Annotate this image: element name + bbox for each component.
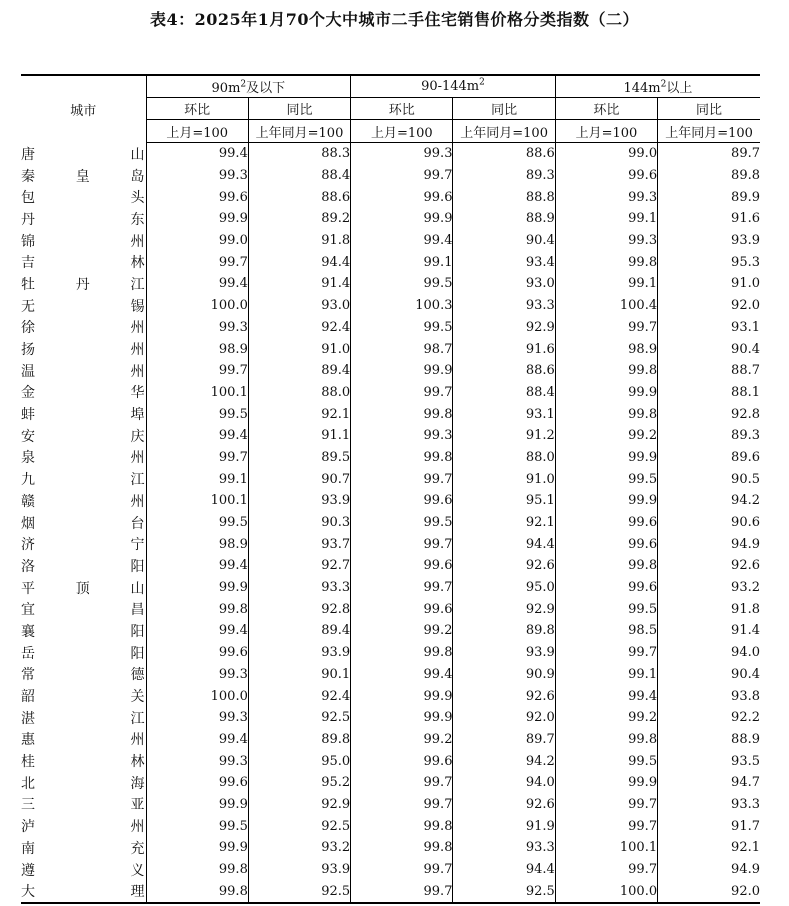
city-name: 秦皇岛: [21, 168, 146, 185]
index-value: 89.8: [658, 165, 760, 187]
index-value: 91.6: [658, 208, 760, 230]
index-value: 99.8: [146, 859, 248, 881]
index-value: 88.4: [453, 382, 555, 404]
index-value: 100.1: [146, 490, 248, 512]
city-name: 牡丹江: [21, 276, 146, 293]
index-value: 95.3: [658, 251, 760, 273]
table-row: [21, 143, 760, 165]
index-value: 100.3: [351, 295, 453, 317]
index-value: 88.0: [248, 382, 350, 404]
index-value: 92.6: [453, 794, 555, 816]
mom-base-header: 上月=100: [351, 120, 453, 143]
index-value: 99.3: [146, 750, 248, 772]
city-name: 平顶山: [21, 580, 146, 597]
index-value: 99.4: [146, 143, 248, 165]
index-value: 93.9: [248, 642, 350, 664]
index-value: 99.5: [351, 512, 453, 534]
table-row: [21, 186, 760, 208]
index-value: 99.8: [555, 403, 657, 425]
city-name: 常德: [21, 667, 146, 684]
index-value: 99.7: [146, 447, 248, 469]
index-value: 93.3: [453, 295, 555, 317]
city-name: 三亚: [21, 797, 146, 814]
city-name: 锦州: [21, 233, 146, 250]
table-row: [21, 360, 760, 382]
mom-base-header: 上月=100: [146, 120, 248, 143]
mom-header: 环比: [146, 98, 248, 120]
index-value: 99.6: [146, 642, 248, 664]
index-value: 88.0: [453, 447, 555, 469]
city-name: 洛阳: [21, 558, 146, 575]
index-value: 88.8: [453, 186, 555, 208]
index-value: 95.2: [248, 772, 350, 794]
index-value: 95.0: [453, 577, 555, 599]
index-value: 93.3: [453, 837, 555, 859]
index-value: 99.5: [146, 512, 248, 534]
index-value: 91.1: [248, 425, 350, 447]
index-value: 88.3: [248, 143, 350, 165]
city-name: 惠州: [21, 732, 146, 749]
city-name: 泸州: [21, 819, 146, 836]
index-value: 93.3: [248, 577, 350, 599]
city-column-header: 城市: [21, 75, 146, 143]
table-row: [21, 273, 760, 295]
table-row: [21, 685, 760, 707]
index-value: 99.2: [351, 729, 453, 751]
index-value: 89.4: [248, 360, 350, 382]
city-name: 赣州: [21, 493, 146, 510]
index-value: 99.4: [146, 729, 248, 751]
index-value: 99.7: [555, 859, 657, 881]
index-value: 99.7: [555, 317, 657, 339]
city-name: 包头: [21, 190, 146, 207]
index-value: 92.4: [248, 317, 350, 339]
index-value: 99.9: [555, 490, 657, 512]
index-value: 93.2: [658, 577, 760, 599]
index-value: 99.8: [351, 815, 453, 837]
index-value: 93.2: [248, 837, 350, 859]
index-value: 88.6: [453, 143, 555, 165]
index-value: 99.7: [351, 533, 453, 555]
group-header-small: $90m^2$及以下: [146, 75, 351, 98]
index-value: 94.9: [658, 533, 760, 555]
index-value: 99.9: [146, 837, 248, 859]
table-row: [21, 425, 760, 447]
index-value: 93.3: [658, 794, 760, 816]
table-row: [21, 880, 760, 903]
index-value: 99.1: [555, 273, 657, 295]
index-value: 88.9: [658, 729, 760, 751]
index-value: 99.9: [351, 707, 453, 729]
index-value: 92.5: [453, 880, 555, 903]
index-value: 99.5: [555, 468, 657, 490]
index-value: 92.6: [658, 555, 760, 577]
index-value: 94.0: [658, 642, 760, 664]
city-name: 北海: [21, 775, 146, 792]
index-value: 94.4: [248, 251, 350, 273]
index-value: 99.7: [351, 468, 453, 490]
mom-header: 环比: [351, 98, 453, 120]
index-value: 89.7: [658, 143, 760, 165]
table-row: [21, 165, 760, 187]
yoy-base-header: 上年同月=100: [658, 120, 760, 143]
index-value: 91.0: [248, 338, 350, 360]
index-value: 99.8: [555, 729, 657, 751]
city-name: 扬州: [21, 342, 146, 359]
index-value: 93.8: [658, 685, 760, 707]
index-value: 94.9: [658, 859, 760, 881]
index-value: 98.7: [351, 338, 453, 360]
index-value: 93.1: [658, 317, 760, 339]
index-value: 99.9: [146, 577, 248, 599]
table-row: [21, 598, 760, 620]
city-name: 桂林: [21, 754, 146, 771]
city-name: 九江: [21, 472, 146, 489]
index-value: 99.8: [351, 642, 453, 664]
index-value: 94.0: [453, 772, 555, 794]
table-row: [21, 750, 760, 772]
index-value: 93.9: [658, 230, 760, 252]
index-value: 92.0: [658, 880, 760, 903]
index-value: 92.5: [248, 707, 350, 729]
index-value: 91.2: [453, 425, 555, 447]
price-index-table: [21, 74, 760, 904]
yoy-header: 同比: [248, 98, 350, 120]
index-value: 99.4: [555, 685, 657, 707]
index-value: 100.0: [146, 295, 248, 317]
index-value: 92.5: [248, 880, 350, 903]
index-value: 99.1: [555, 664, 657, 686]
index-value: 99.8: [555, 251, 657, 273]
table-row: [21, 772, 760, 794]
index-value: 99.1: [555, 208, 657, 230]
table-row: [21, 664, 760, 686]
index-value: 90.5: [658, 468, 760, 490]
index-value: 92.9: [248, 794, 350, 816]
index-value: 99.4: [351, 230, 453, 252]
index-value: 99.3: [555, 186, 657, 208]
index-value: 99.3: [351, 143, 453, 165]
table-row: [21, 815, 760, 837]
index-value: 99.9: [146, 794, 248, 816]
index-value: 92.6: [453, 685, 555, 707]
index-value: 99.9: [351, 208, 453, 230]
index-value: 90.4: [658, 664, 760, 686]
city-name: 湛江: [21, 710, 146, 727]
index-value: 93.9: [453, 642, 555, 664]
index-value: 100.4: [555, 295, 657, 317]
index-value: 91.8: [248, 230, 350, 252]
index-value: 94.2: [658, 490, 760, 512]
index-value: 99.3: [146, 317, 248, 339]
index-value: 99.7: [351, 165, 453, 187]
index-value: 99.7: [351, 382, 453, 404]
index-value: 92.2: [658, 707, 760, 729]
index-value: 99.6: [351, 490, 453, 512]
index-value: 99.3: [146, 165, 248, 187]
index-value: 99.8: [146, 598, 248, 620]
index-value: 99.6: [555, 165, 657, 187]
index-value: 89.8: [248, 729, 350, 751]
index-value: 93.0: [453, 273, 555, 295]
index-value: 89.3: [658, 425, 760, 447]
table-row: [21, 490, 760, 512]
city-name: 遵义: [21, 862, 146, 879]
yoy-header: 同比: [453, 98, 555, 120]
index-value: 92.1: [453, 512, 555, 534]
index-value: 92.1: [658, 837, 760, 859]
index-value: 99.9: [555, 447, 657, 469]
table-row: [21, 707, 760, 729]
index-value: 89.2: [248, 208, 350, 230]
index-value: 95.0: [248, 750, 350, 772]
yoy-base-header: 上年同月=100: [248, 120, 350, 143]
index-value: 99.2: [351, 620, 453, 642]
city-name: 金华: [21, 385, 146, 402]
table-row: [21, 837, 760, 859]
index-value: 99.7: [555, 815, 657, 837]
index-value: 98.9: [555, 338, 657, 360]
index-value: 99.7: [146, 360, 248, 382]
table-row: [21, 729, 760, 751]
index-value: 90.3: [248, 512, 350, 534]
index-value: 99.5: [351, 317, 453, 339]
index-value: 91.4: [658, 620, 760, 642]
city-name: 岳阳: [21, 645, 146, 662]
index-value: 90.4: [658, 338, 760, 360]
index-value: 99.5: [146, 403, 248, 425]
city-name: 唐山: [21, 146, 146, 163]
index-value: 92.6: [453, 555, 555, 577]
table-row: [21, 620, 760, 642]
index-value: 93.1: [453, 403, 555, 425]
table-row: [21, 512, 760, 534]
index-value: 99.1: [146, 468, 248, 490]
index-value: 91.6: [453, 338, 555, 360]
index-value: 89.8: [453, 620, 555, 642]
table-row: [21, 555, 760, 577]
index-value: 92.5: [248, 815, 350, 837]
index-value: 92.0: [453, 707, 555, 729]
city-name: 烟台: [21, 515, 146, 532]
index-value: 99.9: [146, 208, 248, 230]
index-value: 99.4: [146, 555, 248, 577]
index-value: 100.0: [146, 685, 248, 707]
index-value: 94.2: [453, 750, 555, 772]
index-value: 90.4: [453, 230, 555, 252]
table-row: [21, 382, 760, 404]
index-value: 99.2: [555, 425, 657, 447]
yoy-header: 同比: [658, 98, 760, 120]
group-header-medium: $90-144m^2$: [351, 75, 556, 98]
index-value: 100.0: [555, 880, 657, 903]
index-value: 99.6: [146, 772, 248, 794]
index-value: 99.9: [351, 685, 453, 707]
city-name: 蚌埠: [21, 407, 146, 424]
index-value: 89.9: [658, 186, 760, 208]
index-value: 94.4: [453, 533, 555, 555]
index-value: 88.6: [248, 186, 350, 208]
city-name: 吉林: [21, 255, 146, 272]
city-name: 韶关: [21, 689, 146, 706]
index-value: 93.9: [248, 859, 350, 881]
index-value: 99.6: [555, 512, 657, 534]
index-value: 90.1: [248, 664, 350, 686]
index-value: 92.8: [248, 598, 350, 620]
table-body: [21, 143, 760, 904]
table-row: [21, 208, 760, 230]
city-name: 襄阳: [21, 623, 146, 640]
index-value: 99.8: [555, 360, 657, 382]
index-value: 99.7: [351, 577, 453, 599]
index-value: 99.6: [351, 598, 453, 620]
index-value: 91.7: [658, 815, 760, 837]
index-value: 88.4: [248, 165, 350, 187]
index-value: 100.1: [146, 382, 248, 404]
mom-header: 环比: [555, 98, 657, 120]
index-value: 99.3: [555, 230, 657, 252]
table-row: [21, 230, 760, 252]
index-value: 89.5: [248, 447, 350, 469]
index-value: 99.7: [555, 642, 657, 664]
index-value: 94.4: [453, 859, 555, 881]
table-row: [21, 794, 760, 816]
index-value: 99.0: [555, 143, 657, 165]
index-value: 99.4: [351, 664, 453, 686]
index-value: 94.7: [658, 772, 760, 794]
city-name: 无锡: [21, 298, 146, 315]
table-row: [21, 403, 760, 425]
index-value: 93.5: [658, 750, 760, 772]
table-row: [21, 468, 760, 490]
index-value: 99.7: [351, 794, 453, 816]
index-value: 99.5: [351, 273, 453, 295]
index-value: 99.6: [555, 533, 657, 555]
index-value: 93.9: [248, 490, 350, 512]
index-value: 99.6: [555, 577, 657, 599]
index-value: 92.9: [453, 317, 555, 339]
index-value: 99.6: [351, 555, 453, 577]
index-value: 93.4: [453, 251, 555, 273]
index-value: 98.5: [555, 620, 657, 642]
index-value: 91.0: [658, 273, 760, 295]
index-value: 99.5: [555, 598, 657, 620]
mom-base-header: 上月=100: [555, 120, 657, 143]
index-value: 99.0: [146, 230, 248, 252]
index-value: 91.8: [658, 598, 760, 620]
index-value: 99.1: [351, 251, 453, 273]
index-value: 98.9: [146, 533, 248, 555]
table-row: [21, 533, 760, 555]
table-row: [21, 251, 760, 273]
index-value: 95.1: [453, 490, 555, 512]
index-value: 89.3: [453, 165, 555, 187]
index-value: 99.9: [555, 382, 657, 404]
city-name: 温州: [21, 363, 146, 380]
city-name: 南充: [21, 840, 146, 857]
index-value: 92.1: [248, 403, 350, 425]
index-value: 91.0: [453, 468, 555, 490]
table-row: [21, 295, 760, 317]
index-value: 99.6: [146, 186, 248, 208]
index-value: 99.7: [351, 880, 453, 903]
city-name: 泉州: [21, 450, 146, 467]
index-value: 88.6: [453, 360, 555, 382]
index-value: 99.3: [146, 664, 248, 686]
index-value: 88.1: [658, 382, 760, 404]
index-value: 99.7: [555, 794, 657, 816]
table-row: [21, 338, 760, 360]
city-name: 大理: [21, 880, 146, 903]
index-value: 99.8: [351, 447, 453, 469]
index-value: 99.7: [351, 859, 453, 881]
index-value: 91.9: [453, 815, 555, 837]
city-name: 安庆: [21, 428, 146, 445]
index-value: 88.7: [658, 360, 760, 382]
table-row: [21, 577, 760, 599]
index-value: 99.9: [351, 360, 453, 382]
index-value: 99.8: [555, 555, 657, 577]
index-value: 99.8: [351, 403, 453, 425]
city-name: 宜昌: [21, 602, 146, 619]
index-value: 92.0: [658, 295, 760, 317]
index-value: 92.7: [248, 555, 350, 577]
index-value: 99.4: [146, 620, 248, 642]
index-value: 92.9: [453, 598, 555, 620]
index-value: 88.9: [453, 208, 555, 230]
index-value: 99.7: [146, 251, 248, 273]
index-value: 89.4: [248, 620, 350, 642]
city-name: 济宁: [21, 537, 146, 554]
index-value: 99.4: [146, 273, 248, 295]
index-value: 100.1: [555, 837, 657, 859]
index-value: 99.6: [351, 750, 453, 772]
index-value: 99.5: [146, 815, 248, 837]
table-row: [21, 642, 760, 664]
index-value: 93.0: [248, 295, 350, 317]
group-header-large: $144m^2$以上: [555, 75, 760, 98]
index-value: 98.9: [146, 338, 248, 360]
city-name: 丹东: [21, 211, 146, 228]
index-value: 99.5: [555, 750, 657, 772]
index-value: 90.9: [453, 664, 555, 686]
index-value: 91.4: [248, 273, 350, 295]
city-name: 徐州: [21, 320, 146, 337]
table-title: 表4：2025年1月70个大中城市二手住宅销售价格分类指数（二）: [149, 10, 640, 29]
table-row: [21, 447, 760, 469]
yoy-base-header: 上年同月=100: [453, 120, 555, 143]
index-value: 99.7: [351, 772, 453, 794]
index-value: 99.8: [351, 837, 453, 859]
index-value: 93.7: [248, 533, 350, 555]
index-value: 99.6: [351, 186, 453, 208]
index-value: 99.3: [351, 425, 453, 447]
index-value: 90.6: [658, 512, 760, 534]
index-value: 99.9: [555, 772, 657, 794]
index-value: 99.4: [146, 425, 248, 447]
index-value: 99.3: [146, 707, 248, 729]
table-row: [21, 859, 760, 881]
index-value: 99.8: [146, 880, 248, 903]
index-value: 89.7: [453, 729, 555, 751]
table-row: [21, 317, 760, 339]
index-value: 99.2: [555, 707, 657, 729]
index-value: 92.4: [248, 685, 350, 707]
index-value: 92.8: [658, 403, 760, 425]
index-value: 90.7: [248, 468, 350, 490]
index-value: 89.6: [658, 447, 760, 469]
